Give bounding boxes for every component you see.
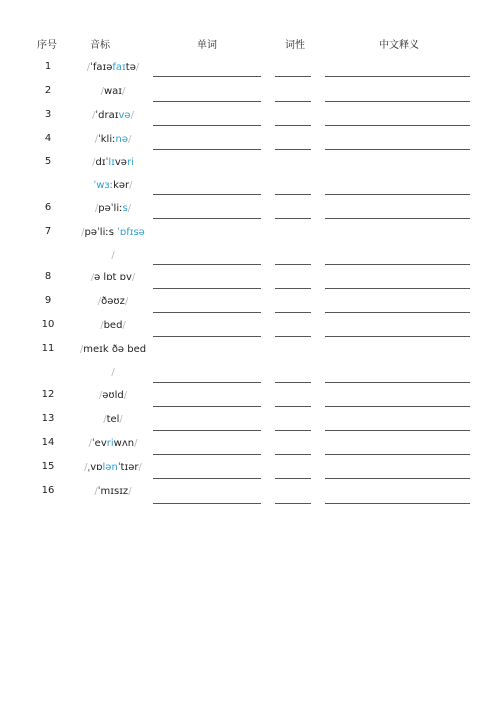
meaning-blank-line[interactable] (325, 430, 470, 431)
row-phonetic (68, 197, 158, 220)
phonetic-text: meɪk ðə bed (83, 344, 147, 355)
phonetic-highlight: ˈɒfɪsə (117, 227, 145, 238)
meaning-blank-line[interactable] (325, 125, 470, 126)
pos-blank-line[interactable] (275, 149, 311, 150)
phonetic-line (68, 266, 158, 289)
phonetic-line (68, 480, 158, 503)
phonetic-highlight: və (118, 110, 131, 121)
phonetic-slash: / (122, 320, 126, 331)
word-blank-line[interactable] (153, 503, 261, 504)
phonetic-line (68, 104, 158, 127)
phonetic-line (68, 151, 158, 174)
word-blank-line[interactable] (153, 454, 261, 455)
word-blank-line[interactable] (153, 218, 261, 219)
row-phonetic (68, 314, 158, 337)
row-number: 15 (41, 461, 55, 472)
phonetic-highlight: ri (106, 438, 114, 449)
header-phonetic: 音标 (90, 40, 110, 51)
row-number: 9 (44, 295, 52, 306)
pos-blank-line[interactable] (275, 194, 311, 195)
phonetic-text: bed (103, 320, 123, 331)
row-number: 5 (44, 156, 52, 167)
meaning-blank-line[interactable] (325, 288, 470, 289)
word-blank-line[interactable] (153, 125, 261, 126)
pos-blank-line[interactable] (275, 454, 311, 455)
row-number: 4 (44, 133, 52, 144)
table-header (0, 36, 500, 50)
phonetic-slash: / (94, 134, 99, 145)
pos-blank-line[interactable] (275, 312, 311, 313)
phonetic-slash: / (100, 320, 104, 331)
row-phonetic (68, 290, 158, 313)
meaning-blank-line[interactable] (325, 336, 470, 337)
phonetic-slash: / (124, 296, 129, 307)
meaning-blank-line[interactable] (325, 218, 470, 219)
phonetic-slash: / (92, 110, 96, 121)
phonetic-line (68, 197, 158, 220)
row-phonetic (68, 80, 158, 103)
row-phonetic (68, 432, 158, 455)
phonetic-line (68, 80, 158, 103)
phonetic-slash: / (134, 438, 138, 449)
row-phonetic (68, 266, 158, 289)
phonetic-slash: / (119, 414, 123, 425)
word-blank-line[interactable] (153, 101, 261, 102)
word-blank-line[interactable] (153, 336, 261, 337)
pos-blank-line[interactable] (275, 264, 311, 265)
row-number: 2 (44, 85, 52, 96)
phonetic-slash: / (100, 86, 104, 97)
header-word: 单词 (197, 40, 217, 51)
word-blank-line[interactable] (153, 194, 261, 195)
phonetic-text: tel (106, 414, 120, 425)
meaning-blank-line[interactable] (325, 101, 470, 102)
phonetic-slash: / (81, 227, 85, 238)
pos-blank-line[interactable] (275, 218, 311, 219)
row-number: 11 (41, 343, 55, 354)
header-meaning: 中文释义 (379, 40, 419, 51)
row-number: 16 (41, 485, 55, 496)
phonetic-text: və (114, 157, 127, 168)
meaning-blank-line[interactable] (325, 312, 470, 313)
header-number: 序号 (37, 40, 57, 51)
phonetic-slash: / (84, 462, 88, 473)
word-blank-line[interactable] (153, 76, 261, 77)
phonetic-slash: / (128, 486, 132, 497)
meaning-blank-line[interactable] (325, 382, 470, 383)
phonetic-line (68, 314, 158, 337)
pos-blank-line[interactable] (275, 478, 311, 479)
phonetic-slash: / (111, 250, 115, 261)
phonetic-slash: / (98, 390, 103, 401)
phonetic-line (68, 244, 158, 267)
phonetic-text: ˌvɒ (87, 462, 103, 473)
phonetic-text: ˈkliː (98, 134, 116, 145)
pos-blank-line[interactable] (275, 101, 311, 102)
phonetic-line (68, 56, 158, 79)
phonetic-slash: / (88, 438, 92, 449)
phonetic-text: waɪ (103, 86, 123, 97)
phonetic-slash: / (90, 272, 95, 283)
phonetic-text: ˈfaɪə (90, 62, 113, 73)
phonetic-slash: / (111, 367, 115, 378)
row-phonetic (68, 151, 158, 197)
phonetic-text: pəˈliːs (84, 227, 118, 238)
meaning-blank-line[interactable] (325, 503, 470, 504)
phonetic-slash: / (86, 62, 91, 73)
phonetic-line (68, 221, 158, 244)
meaning-blank-line[interactable] (325, 264, 470, 265)
phonetic-slash: / (135, 62, 140, 73)
word-blank-line[interactable] (153, 288, 261, 289)
row-number: 7 (44, 226, 52, 237)
pos-blank-line[interactable] (275, 288, 311, 289)
phonetic-slash: / (103, 414, 107, 425)
row-number: 14 (41, 437, 55, 448)
phonetic-slash: / (79, 344, 84, 355)
pos-blank-line[interactable] (275, 430, 311, 431)
phonetic-slash: / (94, 486, 98, 497)
row-phonetic (68, 56, 158, 79)
phonetic-text: ə lɒt ɒv (94, 272, 132, 283)
phonetic-line (68, 456, 158, 479)
phonetic-line (68, 432, 158, 455)
phonetic-slash: / (127, 203, 132, 214)
row-phonetic (68, 456, 158, 479)
pos-blank-line[interactable] (275, 503, 311, 504)
row-number: 3 (44, 109, 52, 120)
row-phonetic (68, 338, 158, 384)
word-blank-line[interactable] (153, 149, 261, 150)
phonetic-highlight: ˈwɜː (93, 180, 114, 191)
phonetic-slash: / (122, 86, 126, 97)
phonetic-line (68, 384, 158, 407)
phonetic-line (68, 174, 158, 197)
phonetic-slash: / (92, 157, 96, 168)
phonetic-highlight: lɪ (108, 157, 115, 168)
row-phonetic (68, 128, 158, 151)
meaning-blank-line[interactable] (325, 149, 470, 150)
word-blank-line[interactable] (153, 312, 261, 313)
row-phonetic (68, 480, 158, 503)
meaning-blank-line[interactable] (325, 478, 470, 479)
phonetic-slash: / (131, 272, 136, 283)
pos-blank-line[interactable] (275, 406, 311, 407)
phonetic-slash: / (138, 462, 142, 473)
word-blank-line[interactable] (153, 406, 261, 407)
pos-blank-line[interactable] (275, 125, 311, 126)
phonetic-text: pəˈliː (98, 203, 123, 214)
phonetic-text: wʌn (113, 438, 135, 449)
pos-blank-line[interactable] (275, 336, 311, 337)
phonetic-text: ˈdraɪ (95, 110, 119, 121)
phonetic-slash: / (129, 180, 133, 191)
phonetic-line (68, 338, 158, 361)
word-blank-line[interactable] (153, 478, 261, 479)
phonetic-text: ˈtɪər (117, 462, 139, 473)
meaning-blank-line[interactable] (325, 76, 470, 77)
row-phonetic (68, 104, 158, 127)
phonetic-highlight: nə (115, 134, 128, 145)
phonetic-highlight: ri (126, 157, 134, 168)
row-number: 13 (41, 413, 55, 424)
pos-blank-line[interactable] (275, 382, 311, 383)
phonetic-line (68, 361, 158, 384)
phonetic-text: kər (113, 180, 130, 191)
pos-blank-line[interactable] (275, 76, 311, 77)
phonetic-slash: / (127, 134, 132, 145)
phonetic-slash: / (123, 390, 128, 401)
row-phonetic (68, 408, 158, 431)
phonetic-highlight: lən (102, 462, 118, 473)
phonetic-slash: / (130, 110, 134, 121)
phonetic-text: ˈev (91, 438, 107, 449)
phonetic-line (68, 128, 158, 151)
phonetic-text: tə (125, 62, 136, 73)
phonetic-text: dɪˈ (95, 157, 109, 168)
word-blank-line[interactable] (153, 382, 261, 383)
phonetic-highlight: s (122, 203, 128, 214)
phonetic-text: əʊld (102, 390, 124, 401)
row-number: 12 (41, 389, 55, 400)
phonetic-line (68, 408, 158, 431)
row-number: 1 (44, 61, 52, 72)
row-number: 10 (41, 319, 55, 330)
phonetic-text: ðəʊz (101, 296, 125, 307)
meaning-blank-line[interactable] (325, 194, 470, 195)
row-phonetic (68, 384, 158, 407)
word-blank-line[interactable] (153, 430, 261, 431)
phonetic-slash: / (94, 203, 99, 214)
row-number: 8 (44, 271, 52, 282)
row-phonetic (68, 221, 158, 267)
phonetic-highlight: faɪ (112, 62, 126, 73)
phonetic-text: ˈmɪsɪz (97, 486, 129, 497)
word-blank-line[interactable] (153, 264, 261, 265)
meaning-blank-line[interactable] (325, 454, 470, 455)
phonetic-slash: / (97, 296, 102, 307)
row-number: 6 (44, 202, 52, 213)
phonetic-line (68, 290, 158, 313)
header-pos: 词性 (285, 40, 305, 51)
meaning-blank-line[interactable] (325, 406, 470, 407)
